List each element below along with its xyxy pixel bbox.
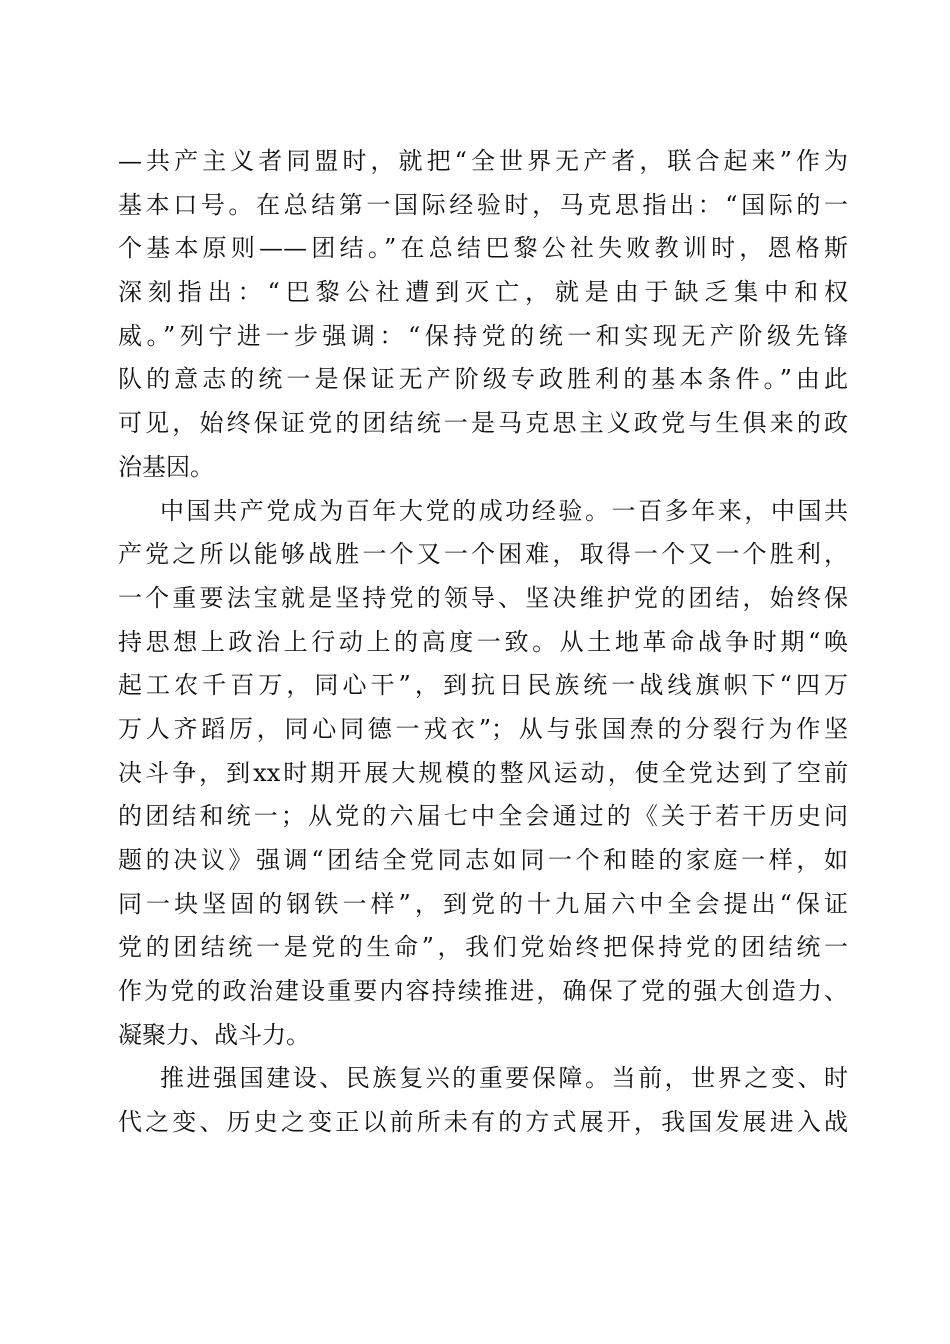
text-line: 题的决议》强调“团结全党同志如同一个和睦的家庭一样，如: [118, 846, 848, 874]
text-line: 万人齐蹈厉，同心同德一戎衣”；从与张国焘的分裂行为作坚: [118, 714, 848, 743]
text-line: 代之变、历史之变正以前所未有的方式展开，我国发展进入战: [118, 1108, 848, 1137]
text-line: 产党之所以能够战胜一个又一个困难，取得一个又一个胜利，: [118, 540, 848, 569]
document-body: [118, 140, 848, 1145]
text-line: 持思想上政治上行动上的高度一致。从土地革命战争时期“唤: [118, 627, 848, 656]
text-line: 队的意志的统一是保证无产阶级专政胜利的基本条件。”由此: [118, 365, 848, 394]
paragraph-first-line: 中国共产党成为百年大党的成功经验。一百多年来，中国共: [160, 496, 848, 525]
text-line: 基本口号。在总结第一国际经验时，马克思指出：“国际的一: [118, 190, 848, 219]
text-line: 作为党的政治建设重要内容持续推进，确保了党的强大创造力、: [118, 977, 848, 1006]
text-line: —共产主义者同盟时，就把“全世界无产者，联合起来”作为: [118, 147, 848, 175]
text-line: 威。”列宁进一步强调：“保持党的统一和实现无产阶级先锋: [118, 321, 848, 350]
text-line: 同一块坚固的钢铁一样”，到党的十九届六中全会提出“保证: [118, 889, 848, 918]
text-line: 凝聚力、战斗力。: [118, 1020, 310, 1049]
text-line: 党的团结统一是党的生命”，我们党始终把保持党的团结统一: [118, 933, 848, 962]
text-line: 的团结和统一；从党的六届七中全会通过的《关于若干历史问: [118, 802, 848, 831]
text-line: 治基因。: [118, 452, 214, 481]
text-line: 起工农千百万，同心干”，到抗日民族统一战线旗帜下“四万: [118, 671, 848, 700]
text-line: 可见，始终保证党的团结统一是马克思主义政党与生俱来的政: [118, 409, 848, 438]
text-line: 决斗争，到xx时期开展大规模的整风运动，使全党达到了空前: [118, 758, 848, 787]
text-line: 深刻指出：“巴黎公社遭到灭亡，就是由于缺乏集中和权: [118, 278, 848, 307]
paragraph-first-line: 推进强国建设、民族复兴的重要保障。当前，世界之变、时: [160, 1064, 848, 1093]
text-line: 个基本原则——团结。”在总结巴黎公社失败教训时，恩格斯: [118, 234, 848, 263]
text-line: 一个重要法宝就是坚持党的领导、坚决维护党的团结，始终保: [118, 583, 848, 612]
